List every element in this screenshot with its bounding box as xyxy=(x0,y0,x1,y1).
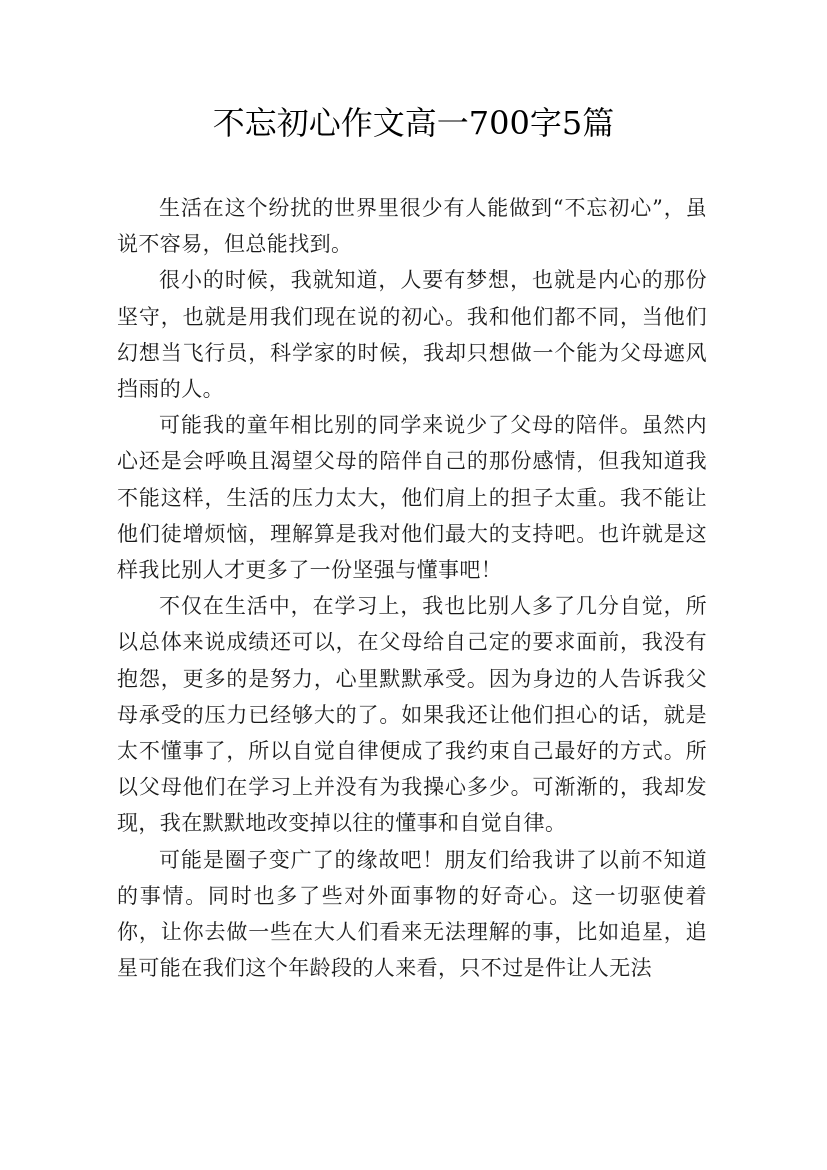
paragraph-3: 可能我的童年相比别的同学来说少了父母的陪伴。虽然内心还是会呼唤且渴望父母的陪伴自己的那份感情，但我知道我不能这样，生活的压力太大，他们肩上的担子太重。我不能让他们徒增烦恼，理解算是我对他们最大的支持吧。也许就是这样我比别人才更多了一份坚强与懂事吧！ xyxy=(117,413,707,583)
paragraph-2: 很小的时候，我就知道，人要有梦想，也就是内心的那份坚守，也就是用我们现在说的初心。我和他们都不同，当他们幻想当飞行员，科学家的时候，我却只想做一个能为父母遮风挡雨的人。 xyxy=(117,268,707,402)
document-title: 不忘初心作文高一700字5篇 xyxy=(212,104,615,142)
paragraph-4: 不仅在生活中，在学习上，我也比别人多了几分自觉，所以总体来说成绩还可以，在父母给自己定的要求面前，我没有抱怨，更多的是努力，心里默默承受。因为身边的人告诉我父母承受的压力已经够大的了。如果我还让他们担心的话，就是太不懂事了，所以自觉自律便成了我约束自己最好的方式。所以父母他们在学习上并没有为我操心多少。可渐渐的，我却发现，我在默默地改变掉以往的懂事和自觉自律。 xyxy=(117,594,707,836)
paragraph-1: 生活在这个纷扰的世界里很少有人能做到“不忘初心”，虽说不容易，但总能找到。 xyxy=(117,196,707,257)
document-body xyxy=(117,190,707,986)
paragraph-5: 可能是圈子变广了的缘故吧！朋友们给我讲了以前不知道的事情。同时也多了些对外面事物的好奇心。这一切驱使着你，让你去做一些在大人们看来无法理解的事，比如追星，追星可能在我们这个年龄段的人来看，只不过是件让人无法 xyxy=(117,847,707,981)
